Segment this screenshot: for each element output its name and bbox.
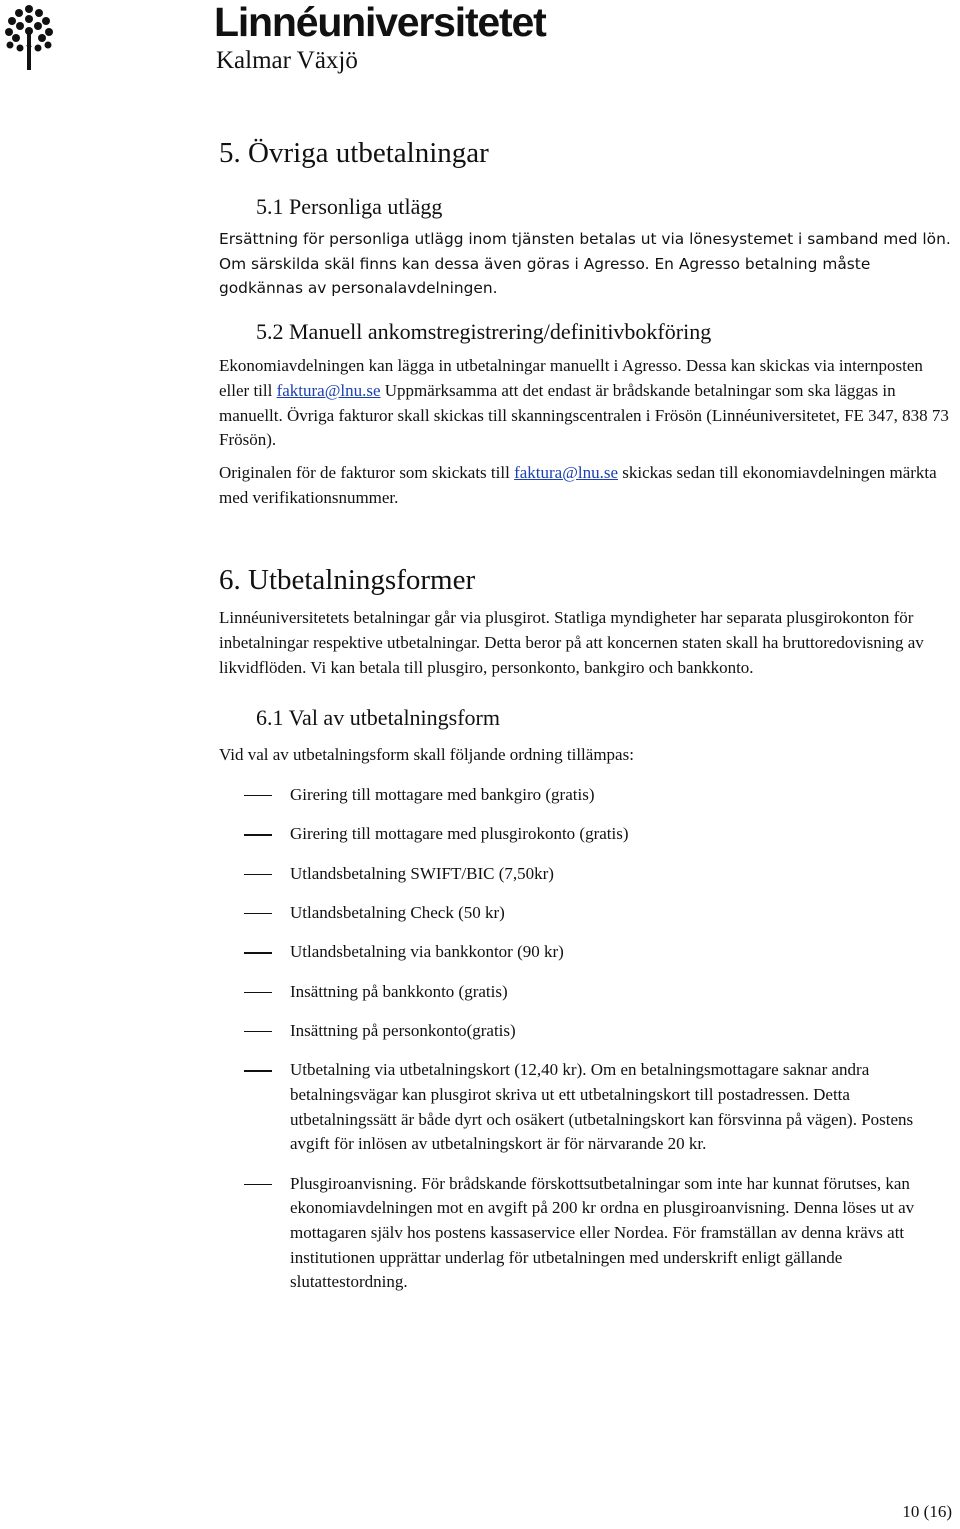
faktura-email-link-2[interactable]: faktura@lnu.se bbox=[514, 462, 619, 482]
tree-logo-icon bbox=[4, 4, 54, 70]
dash-bullet-icon bbox=[244, 795, 272, 796]
list-item: Utlandsbetalning via bankkontor (90 kr) bbox=[219, 940, 957, 965]
section-5-2-paragraph-1: Ekonomiavdelningen kan lägga in utbetalningar manuellt i Agresso. Dessa kan skickas via internposten eller till faktura@lnu.se Uppmärksamma att det endast är brådskande betalningar som ska läggas in manuellt. Övriga fakturor skall skickas till skanningscentralen i Frösön (Linnéuniversitetet, FE 347, 838 73 Frösön). bbox=[219, 356, 949, 450]
section-6-1-title: 6.1 Val av utbetalningsform bbox=[256, 705, 500, 731]
university-logo-name: Linnéuniversitetet bbox=[214, 0, 546, 45]
list-item: Plusgiroanvisning. För brådskande förskottsutbetalningar som inte har kunnat förutses, kan ekonomiavdelningen mot en avgift på 200 kr ordna en plusgiroanvisning. Denna löses ut av mottagaren själv hos postens kassaservice eller Nordea. För framställan av denna krävs att institutionen upprättar underlag för utbetalningen med underskrift enligt gällande slutattestordning. bbox=[219, 1172, 957, 1296]
list-item: Utlandsbetalning Check (50 kr) bbox=[219, 901, 957, 926]
dash-bullet-icon bbox=[244, 874, 272, 875]
list-item: Utbetalning via utbetalningskort (12,40 kr). Om en betalningsmottagare saknar andra betalningsvägar kan plusgirot skriva ut ett utbetalningskort till postadressen. Detta utbetalningssätt är både dyrt och osäkert (utbetalningskort kan försvinna på vägen). Postens avgift för inlösen av utbetalningskort är för närvarande 20 kr. bbox=[219, 1058, 957, 1157]
dash-bullet-icon bbox=[244, 952, 272, 953]
list-item: Girering till mottagare med plusgirokonto (gratis) bbox=[219, 822, 957, 847]
list-item: Insättning på bankkonto (gratis) bbox=[219, 980, 957, 1005]
dash-bullet-icon bbox=[244, 1070, 272, 1071]
dash-bullet-icon bbox=[244, 1031, 272, 1032]
list-item: Utlandsbetalning SWIFT/BIC (7,50kr) bbox=[219, 862, 957, 887]
dash-bullet-icon bbox=[244, 1184, 272, 1185]
payment-order-list bbox=[219, 783, 957, 1295]
dash-bullet-icon bbox=[244, 913, 272, 914]
section-6-1-intro: Vid val av utbetalningsform skall följande ordning tillämpas: bbox=[219, 745, 634, 765]
list-item: Girering till mottagare med bankgiro (gratis) bbox=[219, 783, 957, 808]
section-6-title: 6. Utbetalningsformer bbox=[219, 564, 476, 597]
section-5-2-paragraph-2: Originalen för de fakturor som skickats till faktura@lnu.se skickas sedan till ekonomiavdelningen märkta med verifikationsnummer. bbox=[219, 462, 937, 507]
section-5-2-title: 5.2 Manuell ankomstregistrering/definitivbokföring bbox=[256, 319, 712, 345]
university-logo-cities: Kalmar Växjö bbox=[216, 47, 358, 74]
section-5-1-text: Ersättning för personliga utlägg inom tjänsten betalas ut via lönesystemet i samband med lön. Om särskilda skäl finns kan dessa även göras i Agresso. En Agresso betalning måste godkännas av personalavdelningen. bbox=[219, 230, 951, 298]
section-5-1-title: 5.1 Personliga utlägg bbox=[256, 194, 443, 219]
faktura-email-link[interactable]: faktura@lnu.se bbox=[276, 380, 381, 400]
page-number: 10 (16) bbox=[902, 1502, 952, 1521]
section-5-title: 5. Övriga utbetalningar bbox=[219, 137, 489, 169]
dash-bullet-icon bbox=[244, 834, 272, 835]
document-body bbox=[219, 136, 957, 1295]
list-item: Insättning på personkonto(gratis) bbox=[219, 1019, 957, 1044]
section-6-intro: Linnéuniversitetets betalningar går via plusgirot. Statliga myndigheter har separata plusgirokonton för inbetalningar respektive utbetalningar. Detta beror på att koncernen staten skall ha bruttoredovisning av likvidflöden. Vi kan betala till plusgiro, personkonto, bankgiro och bankkonto. bbox=[219, 608, 924, 677]
dash-bullet-icon bbox=[244, 992, 272, 993]
